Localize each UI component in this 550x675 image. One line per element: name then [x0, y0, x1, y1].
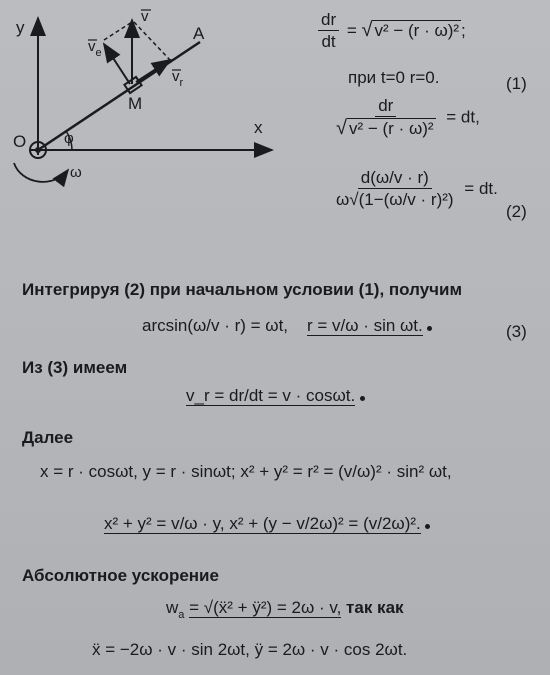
equation-number-2: (2) — [506, 202, 527, 221]
text-from-3: Из (3) имеем — [22, 358, 128, 377]
vector-vr-label: $v_r$ — [172, 68, 184, 89]
equation-wa: $w_a$ = √(ẍ² + ÿ²) = 2ω · v, так как — [166, 598, 404, 621]
equation-xy-1: x = r · cosωt, y = r · sinωt; x² + y² = r² = (v/ω)² · sin² ωt, — [40, 462, 452, 481]
pivot-inner — [35, 147, 41, 153]
initial-condition: при t=0 r=0. — [348, 68, 440, 87]
equation-separated: $\frac{dr}{\text{√ v² − (r · ω)²}}$ = dt, — [336, 96, 480, 139]
text-next: Далее — [22, 428, 74, 447]
omega-arc — [14, 163, 68, 182]
dash-2 — [134, 22, 170, 60]
vector-vr — [136, 60, 170, 82]
equation-2: $\frac{d(\omega/v \cdot r)}{\text{ω√(1−(ω/v · r)²)}}$ = dt. — [336, 168, 498, 209]
point-m-label: M — [128, 94, 143, 113]
vector-ve-label: $v_e$ — [88, 38, 102, 59]
equation-3: arcsin(ω/v · r) = ωt, r = v/ω · sin ωt. — [142, 316, 432, 336]
equation-second-derivatives: ẍ = −2ω · v · sin 2ωt, ÿ = 2ω · v · cos 2ωt. — [92, 640, 408, 659]
vector-v-label: v — [141, 8, 149, 25]
axis-y-label: y — [16, 18, 25, 37]
text-integrate: Интегрируя (2) при начальном условии (1), получим — [22, 280, 463, 299]
axis-x-label: x — [254, 118, 263, 137]
vector-ve — [104, 44, 130, 84]
equation-number-3: (3) — [506, 322, 527, 341]
equation-1: $\frac{dr}{dt}$ = √ v² − (r · ω)² ; — [315, 10, 466, 53]
angle-label: φ — [64, 130, 74, 147]
dash-1 — [104, 22, 132, 40]
rotating-rod — [38, 42, 200, 150]
line-end-label: A — [193, 24, 205, 43]
text-absolute-acceleration: Абсолютное ускорение — [22, 566, 219, 585]
origin-label: O — [13, 132, 27, 151]
equation-number-1: (1) — [506, 74, 527, 93]
omega-label: ω — [70, 164, 82, 181]
equation-vr: v_r = dr/dt = v · cosωt. — [186, 386, 365, 406]
equation-xy-2: x² + y² = v/ω · y, x² + (y − v/2ω)² = (v/2ω)². — [104, 514, 430, 534]
